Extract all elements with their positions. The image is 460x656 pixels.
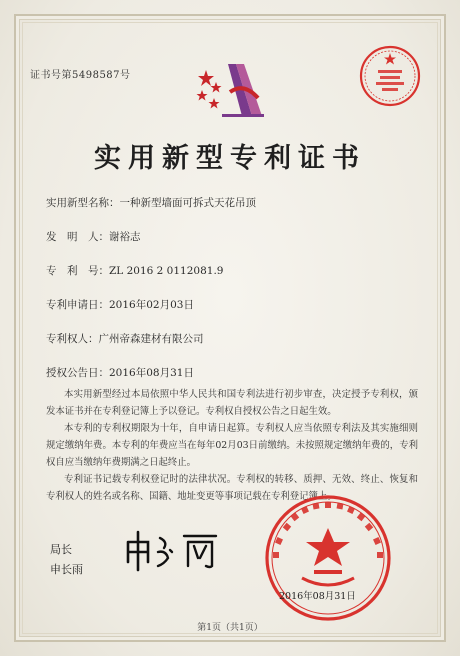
field-value: 2016年08月31日 [109,367,194,379]
patent-office-emblem-icon [192,58,274,120]
handwritten-signature [122,528,222,572]
field-value: 广州帝森建材有限公司 [98,333,204,345]
paragraph-grant-statement: 本实用新型经过本局依照中华人民共和国专利法进行初步审查，决定授予专利权，颁发本证书并在专利登记簿上予以登记。专利权自授权公告之日起生效。 [46,389,418,417]
certificate-number: 证书号第5498587号 [30,70,131,81]
field-value: ZL 2016 2 0112081.9 [109,265,224,277]
page-number: 第1页（共1页） [197,623,263,633]
certificate-title: 实用新型专利证书 [94,143,366,174]
field-utility-model-name [46,195,256,210]
field-patent-owner [46,331,204,346]
field-filing-date [46,297,194,312]
field-label: 发 明 人： [46,231,109,243]
paragraph-term-fees: 本专利的专利权期限为十年，自申请日起算。专利权人应当依照专利法及其实施细则规定缴纳年费。本专利的年费应当在每年02月03日前缴纳。未按照规定缴纳年费的，专利权自应当缴纳年费期满之日起终止。 [46,423,418,468]
field-label: 实用新型名称： [46,197,120,209]
field-label: 专利申请日： [46,299,109,311]
field-value: 2016年02月03日 [109,299,194,311]
signatory-role: 局长 [50,543,72,556]
field-patent-number [46,263,223,278]
field-inventor [46,229,141,244]
field-label: 专利权人： [46,333,99,345]
top-official-seal-icon [358,44,422,108]
issue-date: 2016年08月31日 [279,591,356,602]
field-value: 一种新型墙面可拆式天花吊顶 [119,197,256,209]
field-label: 专 利 号： [46,265,109,277]
field-label: 授权公告日： [46,367,109,379]
paragraph-legal-status: 专利证书记载专利权登记时的法律状况。专利权的转移、质押、无效、终止、恢复和专利权人的姓名或名称、国籍、地址变更等事项记载在专利登记簿上。 [46,474,418,502]
field-grant-date [46,365,194,380]
official-seal-icon [264,494,392,622]
field-value: 谢裕志 [109,231,141,243]
signatory-name: 申长雨 [50,563,83,576]
